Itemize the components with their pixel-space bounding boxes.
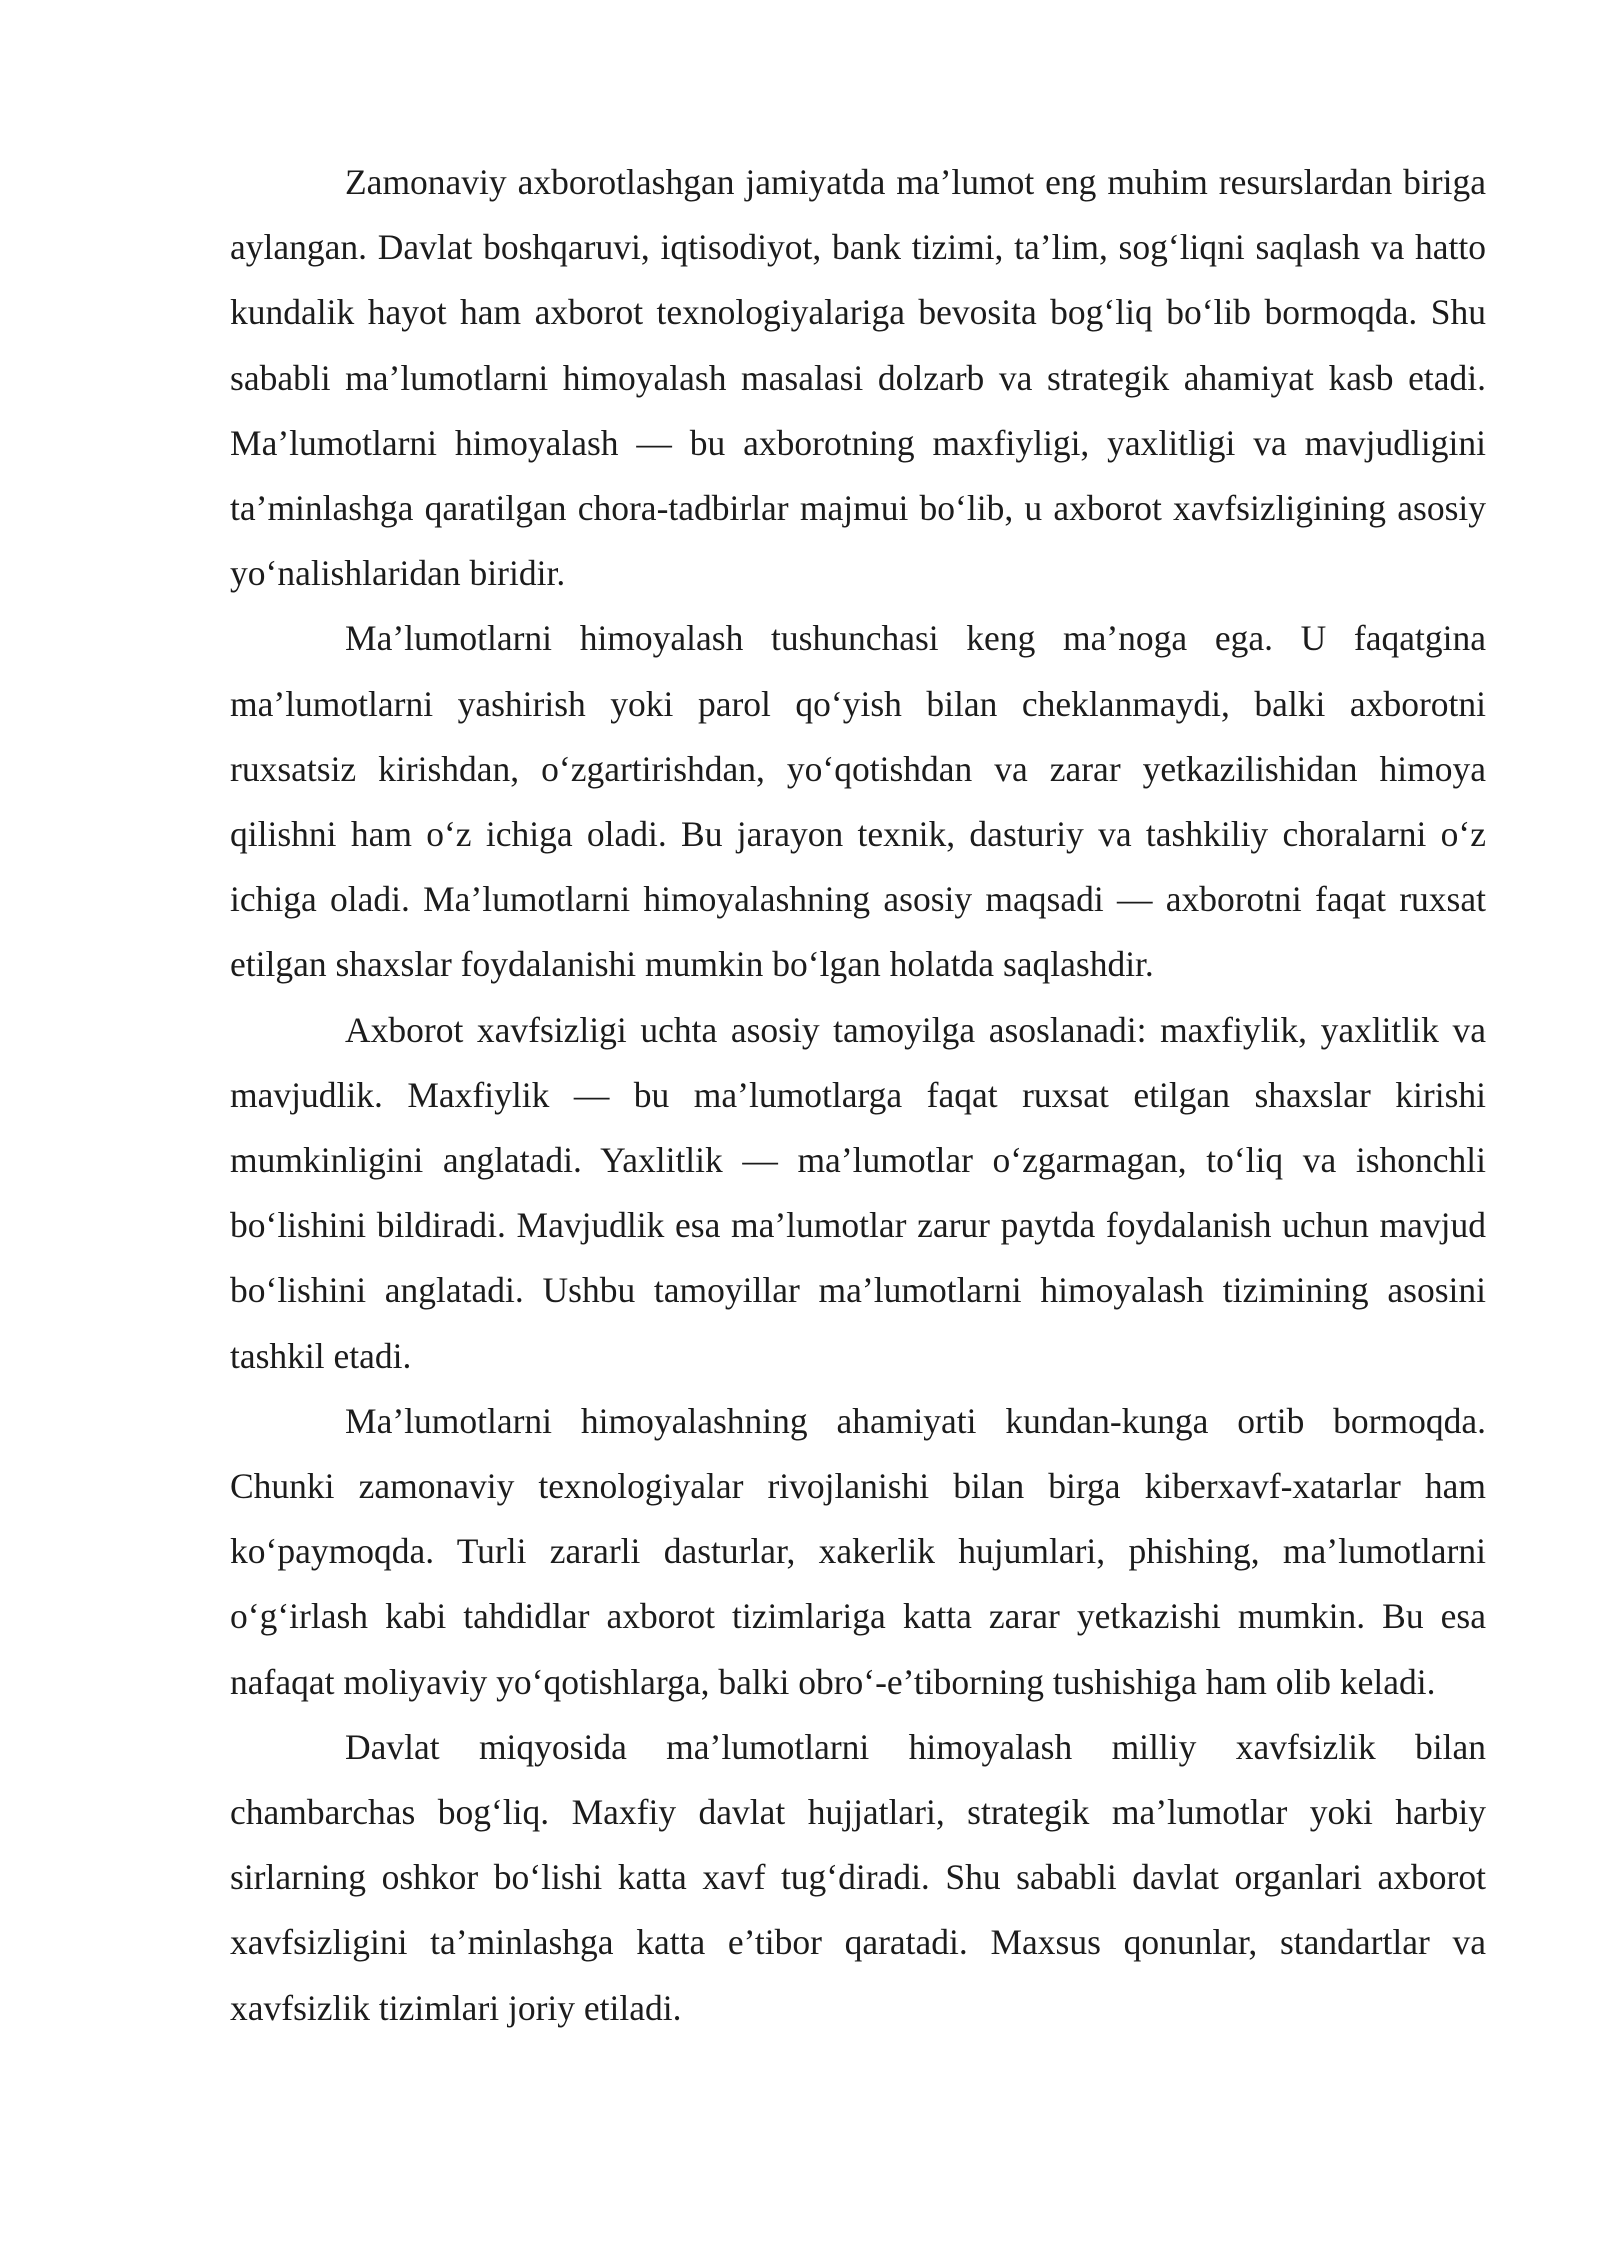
- paragraph-data-protection-concept: Ma’lumotlarni himoyalash tushunchasi keng ma’noga ega. U faqatgina ma’lumotlarni yashirish yoki parol qo‘yish bilan cheklanmaydi, balki axborotni ruxsatsiz kirishdan, o‘zgartirishdan, yo‘qotishdan va zarar yetkazilishidan himoya qilishni ham o‘z ichiga oladi. Bu jarayon texnik, dasturiy va tashkiliy choralarni o‘z ichiga oladi. Ma’lumotlarni himoyalashning asosiy maqsadi — axborotni faqat ruxsat etilgan shaxslar foydalanishi mumkin bo‘lgan holatda saqlashdir.: [230, 618, 1486, 985]
- paragraph-information-society: Zamonaviy axborotlashgan jamiyatda ma’lumot eng muhim resurslardan biriga aylangan. Davlat boshqaruvi, iqtisodiyot, bank tizimi, ta’lim, sog‘liqni saqlash va hatto kundalik hayot ham axborot texnologiyalariga bevosita bog‘liq bo‘lib bormoqda. Shu sababli ma’lumotlarni himoyalash masalasi dolzarb va strategik ahamiyat kasb etadi. Ma’lumotlarni himoyalash — bu axborotning maxfiyligi, yaxlitligi va mavjudligini ta’minlashga qaratilgan chora-tadbirlar majmui bo‘lib, u axborot xavfsizligining asosiy yo‘nalishlaridan biridir.: [230, 162, 1486, 594]
- paragraph-security-principles: Axborot xavfsizligi uchta asosiy tamoyilga asoslanadi: maxfiylik, yaxlitlik va mavjudlik. Maxfiylik — bu ma’lumotlarga faqat ruxsat etilgan shaxslar kirishi mumkinligini anglatadi. Yaxlitlik — ma’lumotlar o‘zgarmagan, to‘liq va ishonchli bo‘lishini bildiradi. Mavjudlik esa ma’lumotlar zarur paytda foydalanish uchun mavjud bo‘lishini anglatadi. Ushbu tamoyillar ma’lumotlarni himoyalash tizimining asosini tashkil etadi.: [230, 1009, 1486, 1376]
- paragraph-importance: Ma’lumotlarni himoyalashning ahamiyati kundan-kunga ortib bormoqda. Chunki zamonaviy texnologiyalar rivojlanishi bilan birga kiberxavf-xatarlar ham ko‘paymoqda. Turli zararli dasturlar, xakerlik hujumlari, phishing, ma’lumotlarni o‘g‘irlash kabi tahdidlar axborot tizimlariga katta zarar yetkazishi mumkin. Bu esa nafaqat moliyaviy yo‘qotishlarga, balki obro‘-e’tiborning tushishiga ham olib keladi.: [230, 1400, 1486, 1702]
- document-page: [230, 150, 1486, 2041]
- paragraph-national-security: Davlat miqyosida ma’lumotlarni himoyalash milliy xavfsizlik bilan chambarchas bog‘liq. Maxfiy davlat hujjatlari, strategik ma’lumotlar yoki harbiy sirlarning oshkor bo‘lishi katta xavf tug‘diradi. Shu sababli davlat organlari axborot xavfsizligini ta’minlashga katta e’tibor qaratadi. Maxsus qonunlar, standartlar va xavfsizlik tizimlari joriy etiladi.: [230, 1726, 1486, 2028]
